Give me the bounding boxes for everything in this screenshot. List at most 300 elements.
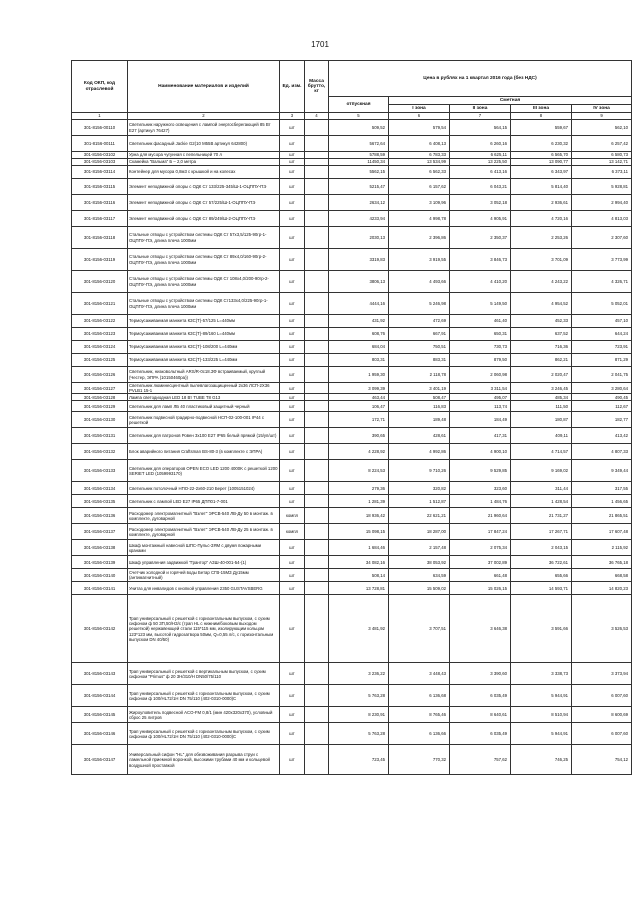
row-code: 301-8156-03127 [72,383,128,394]
table-row [72,685,632,707]
row-unit: шт [280,663,305,685]
row-unit: шт [280,745,305,775]
row-zone-4-price: 5 928,81 [572,179,632,195]
row-release-price: 5562,15 [329,166,389,179]
table-row [72,401,632,412]
row-release-price: 172,71 [329,412,389,428]
row-name: Термоусаживаемая манжета КЗС(Т)-57/125 L=440мм [128,315,280,328]
row-name: Светильник для патронов Ровен 3х100 Е27 IP65 белый прямой (15/уп/шт) [128,428,280,444]
row-zone-4-price: 317,55 [572,482,632,495]
col-index: 1 [72,113,128,120]
table-row [72,495,632,508]
row-unit: шт [280,315,305,328]
row-mass [305,685,329,707]
row-zone-4-price: 2 115,92 [572,540,632,556]
table-row [72,159,632,166]
row-zone-3-price: 3 701,09 [511,249,572,271]
row-zone-3-price: 746,25 [511,745,572,775]
row-zone-2-price: 730,73 [450,341,511,354]
row-code: 301-8156-03144 [72,685,128,707]
row-release-price: 4233,94 [329,211,389,227]
row-unit: шт [280,460,305,482]
row-zone-4-price: 6 007,60 [572,685,632,707]
row-release-price: 3 099,39 [329,383,389,394]
row-release-price: 431,92 [329,315,389,328]
row-unit: шт [280,707,305,723]
row-zone-2-price: 1 484,76 [450,495,511,508]
row-zone-2-price: 3 390,60 [450,663,511,685]
row-unit: шт [280,179,305,195]
table-row [72,582,632,595]
row-zone-2-price: 15 026,15 [450,582,511,595]
col-index: 3 [280,113,305,120]
row-zone-1-price: 6 783,33 [389,152,450,159]
table-row [72,315,632,328]
row-zone-3-price: 485,34 [511,394,572,401]
row-release-price: 1 959,30 [329,367,389,383]
row-mass [305,540,329,556]
row-zone-1-price: 750,51 [389,341,450,354]
row-mass [305,120,329,136]
row-unit: шт [280,383,305,394]
row-unit: шт [280,367,305,383]
row-zone-1-price: 320,82 [389,482,450,495]
row-zone-3-price: 655,66 [511,569,572,582]
table-row [72,367,632,383]
row-zone-2-price: 2 350,37 [450,227,511,249]
row-zone-4-price: 2 307,60 [572,227,632,249]
row-mass [305,354,329,367]
row-name: Трап универсальный с решеткой с горизонтальным выпуском, с сухим сифоном ф 50 ЗП,50/НЗ/с (трап HL с нижним/боковым выходом решеткой) нержавеющей стали 115*115 мм, изолирующим кольцом 123*123 мм, высотой гидрозатвора 50мм, Q=0,55 л/с, с горизонтальным выпуском DN 40/50) [128,595,280,663]
table-row [72,707,632,723]
row-code: 301-8156-03125 [72,354,128,367]
row-zone-3-price: 3 246,45 [511,383,572,394]
row-release-price: 5 763,28 [329,685,389,707]
row-unit: шт [280,293,305,315]
row-unit: шт [280,723,305,745]
row-release-price: 608,76 [329,328,389,341]
row-name: Светильник потолочный НПО-22-2х60-210 Берет (1005151024) [128,482,280,495]
row-zone-2-price: 37 002,89 [450,556,511,569]
row-release-price: 723,45 [329,745,389,775]
row-zone-1-price: 3 401,19 [389,383,450,394]
row-unit: шт [280,394,305,401]
row-zone-1-price: 38 053,92 [389,556,450,569]
row-zone-3-price: 36 722,61 [511,556,572,569]
row-release-price: 3806,13 [329,271,389,293]
row-zone-4-price: 723,91 [572,341,632,354]
row-code: 301-8156-03119 [72,249,128,271]
row-zone-2-price: 6 043,21 [450,179,511,195]
table-body [72,120,632,775]
row-name: Шкаф управления задвижкой "Грантор" АЗШ-40-001-54-(1) [128,556,280,569]
table-row [72,271,632,293]
row-zone-2-price: 564,15 [450,120,511,136]
row-name: Счетчик холодной и горячей воды Бетар СГВ-15МЗ Ду15мм (антимагнитный) [128,569,280,582]
table-row [72,524,632,540]
row-mass [305,159,329,166]
row-zone-2-price: 6 260,16 [450,136,511,152]
row-mass [305,367,329,383]
row-zone-3-price: 862,21 [511,354,572,367]
row-unit: шт [280,354,305,367]
row-zone-3-price: 2 936,61 [511,195,572,211]
row-zone-2-price: 495,07 [450,394,511,401]
row-unit: шт [280,595,305,663]
row-zone-4-price: 2 994,40 [572,195,632,211]
row-zone-4-price: 3 373,94 [572,663,632,685]
row-zone-2-price: 461,40 [450,315,511,328]
row-zone-1-price: 189,48 [389,412,450,428]
row-zone-4-price: 490,45 [572,394,632,401]
row-zone-1-price: 667,91 [389,328,450,341]
row-zone-2-price: 3 646,38 [450,595,511,663]
row-zone-4-price: 182,77 [572,412,632,428]
row-code: 301-8156-03133 [72,460,128,482]
row-zone-1-price: 883,31 [389,354,450,367]
row-mass [305,195,329,211]
row-name: Элемент неподвижной опоры с ОДК Ст 133/225-345/Ш-1-ОЦППУ-ПЭ [128,179,280,195]
row-zone-3-price: 3 591,66 [511,595,572,663]
table-row [72,341,632,354]
row-zone-2-price: 21 960,64 [450,508,511,524]
row-unit: шт [280,120,305,136]
row-zone-1-price: 770,32 [389,745,450,775]
table-row [72,444,632,460]
row-zone-3-price: 4 243,22 [511,271,572,293]
row-zone-3-price: 6 230,32 [511,136,572,152]
table-row [72,195,632,211]
row-mass [305,136,329,152]
row-unit: шт [280,195,305,211]
row-mass [305,315,329,328]
table-row [72,383,632,394]
row-release-price: 5672,64 [329,136,389,152]
table-row [72,179,632,195]
row-mass [305,444,329,460]
row-release-price: 106,47 [329,401,389,412]
row-zone-2-price: 879,50 [450,354,511,367]
row-zone-1-price: 8 765,46 [389,707,450,723]
row-unit: шт [280,569,305,582]
table-row [72,120,632,136]
row-zone-3-price: 716,36 [511,341,572,354]
row-code: 301-8156-03137 [72,524,128,540]
row-zone-4-price: 6 007,60 [572,723,632,745]
row-zone-3-price: 17 267,71 [511,524,572,540]
row-code: 301-8156-03124 [72,341,128,354]
row-zone-1-price: 9 710,26 [389,460,450,482]
row-code: 301-8156-03114 [72,166,128,179]
row-zone-1-price: 6 562,33 [389,166,450,179]
row-zone-1-price: 6 157,62 [389,179,450,195]
row-unit: шт [280,412,305,428]
row-code: 301-8156-03136 [72,508,128,524]
row-unit: шт [280,582,305,595]
row-zone-4-price: 13 142,71 [572,159,632,166]
row-name: Трап универсальный с решеткой с горизонтальным выпуском, с сухим сифоном ф 100/HL72/1Н DN 75/110 (402-0310-0000)С [128,723,280,745]
table-row [72,394,632,401]
header-zone-4: IV зона [572,105,632,113]
header-code: Код ОКП, код отраслевой [72,61,128,113]
row-zone-2-price: 3 052,18 [450,195,511,211]
row-mass [305,595,329,663]
row-release-price: 4444,16 [329,293,389,315]
table-row [72,595,632,663]
row-zone-2-price: 2 075,34 [450,540,511,556]
row-mass [305,745,329,775]
row-zone-4-price: 668,58 [572,569,632,582]
row-code: 301-8156-03131 [72,428,128,444]
row-release-price: 18 936,42 [329,508,389,524]
row-zone-1-price: 4 992,86 [389,444,450,460]
table-row [72,508,632,524]
row-zone-1-price: 3 919,55 [389,249,450,271]
row-zone-2-price: 9 529,85 [450,460,511,482]
row-name: Стальные отводы с устройством системы ОДК Ст 57х3,5/125-90гр-1-ОЦППУ-ПЭ, длина плеча 1000мм [128,227,280,249]
row-unit: шт [280,227,305,249]
row-zone-4-price: 9 349,44 [572,460,632,482]
row-mass [305,428,329,444]
row-mass [305,723,329,745]
row-name: Расходомер электромагнитный "Взлет" ЭРСВ-540 ЛВ-Ду 25 в монтаж. в комплекте, дуговарной [128,524,280,540]
row-code: 301-8156-03118 [72,227,128,249]
table-row [72,328,632,341]
row-zone-3-price: 6 343,97 [511,166,572,179]
row-mass [305,495,329,508]
table-row [72,569,632,582]
row-unit: шт [280,685,305,707]
row-code: 301-8156-03120 [72,271,128,293]
row-zone-4-price: 413,42 [572,428,632,444]
row-zone-2-price: 6 035,49 [450,685,511,707]
price-table [71,60,632,775]
row-zone-3-price: 21 731,27 [511,508,572,524]
row-zone-3-price: 409,11 [511,428,572,444]
row-zone-2-price: 5 149,50 [450,293,511,315]
row-mass [305,569,329,582]
row-zone-1-price: 3 109,96 [389,195,450,211]
row-mass [305,707,329,723]
row-zone-4-price: 457,10 [572,315,632,328]
row-unit: шт [280,428,305,444]
table-row [72,412,632,428]
header-mass: Масса брутто, кг [305,61,329,113]
row-unit: шт [280,482,305,495]
row-zone-4-price: 4 326,71 [572,271,632,293]
row-code: 301-8156-03102 [72,152,128,159]
row-mass [305,460,329,482]
row-zone-3-price: 9 169,02 [511,460,572,482]
row-zone-4-price: 871,29 [572,354,632,367]
row-zone-1-price: 18 287,00 [389,524,450,540]
header-price-title: Цена в рублях на 1 квартал 2016 года (без НДС) [329,61,632,97]
table-row [72,723,632,745]
row-code: 301-8156-03142 [72,595,128,663]
row-zone-4-price: 2 041,75 [572,367,632,383]
row-name: Унитаз для инвалидов с кнопкой управления 2350 GUSTAVSBERG [128,582,280,595]
header-zone-1: I зона [389,105,450,113]
row-name: Стальные отводы с устройством системы ОДК Ст133х4,0/225-90гр-1-ОЦППУ-ПЭ, длина плеча 1000мм [128,293,280,315]
row-code: 301-8156-03138 [72,540,128,556]
row-zone-3-price: 1 428,54 [511,495,572,508]
col-index: 8 [511,113,572,120]
row-zone-1-price: 13 534,99 [389,159,450,166]
row-zone-2-price: 323,60 [450,482,511,495]
row-mass [305,328,329,341]
row-release-price: 279,36 [329,482,389,495]
row-name: Светильник, низковольтный ARS/R-0с18.ЗФ встраиваемый, круглый (Честер, ЭПРА (10150460ра)) [128,367,280,383]
row-zone-2-price: 113,74 [450,401,511,412]
row-name: Светильник подвесной градирно-подвесной НСП-02-100-001 IP44 с решеткой [128,412,280,428]
table-row [72,482,632,495]
row-zone-3-price: 6 565,70 [511,152,572,159]
row-release-price: 3319,83 [329,249,389,271]
row-mass [305,556,329,569]
table-row [72,136,632,152]
column-index-row [72,113,632,120]
row-zone-4-price: 17 607,48 [572,524,632,540]
row-zone-3-price: 637,52 [511,328,572,341]
row-mass [305,271,329,293]
row-unit: шт [280,341,305,354]
row-name: Термоусаживаемая манжета КЗС(Т)-89/160 L=440мм [128,328,280,341]
row-zone-3-price: 2 043,15 [511,540,572,556]
row-zone-4-price: 562,10 [572,120,632,136]
row-zone-2-price: 2 060,98 [450,367,511,383]
row-zone-3-price: 4 714,57 [511,444,572,460]
row-unit: шт [280,159,305,166]
row-unit: шт [280,444,305,460]
col-index: 2 [128,113,280,120]
table-row [72,354,632,367]
row-zone-4-price: 644,24 [572,328,632,341]
row-zone-2-price: 650,31 [450,328,511,341]
row-zone-2-price: 3 846,73 [450,249,511,271]
header-zone-2: II зона [450,105,511,113]
row-unit: шт [280,249,305,271]
row-code: 301-8156-00110 [72,120,128,136]
row-zone-2-price: 17 847,24 [450,524,511,540]
table-row [72,227,632,249]
row-name: Жироуловитель подвесной ACO-FM 0,8/1 (мин 420х320х370), условный сброс 25 литров [128,707,280,723]
row-zone-1-price: 2 396,86 [389,227,450,249]
row-release-price: 4 228,92 [329,444,389,460]
row-zone-2-price: 3 311,54 [450,383,511,394]
row-zone-3-price: 2 020,47 [511,367,572,383]
row-zone-3-price: 559,67 [511,120,572,136]
row-zone-1-price: 1 512,87 [389,495,450,508]
row-zone-1-price: 15 509,02 [389,582,450,595]
row-zone-1-price: 4 998,78 [389,211,450,227]
row-zone-1-price: 4 493,66 [389,271,450,293]
row-zone-3-price: 13 090,77 [511,159,572,166]
table-row [72,556,632,569]
row-release-price: 508,14 [329,569,389,582]
row-zone-1-price: 6 408,13 [389,136,450,152]
row-code: 301-8156-03126 [72,367,128,383]
row-code: 301-8156-03146 [72,723,128,745]
row-mass [305,524,329,540]
row-unit: шт [280,401,305,412]
row-name: Блок аварийного питания Craftsman BS-80-3 (в комплекте с ЭПРА) [128,444,280,460]
row-name: Светильник люминесцентный пылевлагозащищенный 2х36 ЛСП-2Х36 PVLВ1 15-1 [128,383,280,394]
row-zone-2-price: 417,31 [450,428,511,444]
row-zone-2-price: 6 413,16 [450,166,511,179]
row-release-price: 5215,47 [329,179,389,195]
row-unit: шт [280,328,305,341]
row-name: Светильник наружного освещения с лампой энергосберегающей 85 Вт Е27 (артикул 76427) [128,120,280,136]
table-row [72,211,632,227]
row-zone-3-price: 3 338,73 [511,663,572,685]
row-zone-2-price: 13 225,50 [450,159,511,166]
header-zone-3: III зона [511,105,572,113]
row-code: 301-8156-03115 [72,179,128,195]
row-name: Элемент неподвижной опоры с ОДК Ст 57/225/Ш-1-ОЦППУ-ПЭ [128,195,280,211]
col-index: 5 [329,113,389,120]
row-release-price: 8 230,91 [329,707,389,723]
row-mass [305,211,329,227]
row-code: 301-8156-03139 [72,556,128,569]
row-code: 301-8156-03135 [72,495,128,508]
row-zone-4-price: 6 373,11 [572,166,632,179]
row-zone-1-price: 579,54 [389,120,450,136]
row-name: Трап универсальный с решеткой с вертикальным выпуском, с сухим сифоном "Primus" ф 20 3Н/310/Н DN50/75/110 [128,663,280,685]
row-name: Светильник с лампой LED Е27 IP65 ДПП01-7-001 [128,495,280,508]
row-zone-3-price: 111,50 [511,401,572,412]
row-zone-4-price: 4 807,33 [572,444,632,460]
row-zone-4-price: 3 526,53 [572,595,632,663]
row-name: Стальные отводы с устройством системы ОДК Ст 108х4,0/200-90гр-2-ОЦППУ-ПЭ, длина плеча 1000мм [128,271,280,293]
row-zone-4-price: 4 813,03 [572,211,632,227]
row-zone-3-price: 311,44 [511,482,572,495]
table-row [72,460,632,482]
row-code: 301-8156-03122 [72,315,128,328]
row-release-price: 3 236,22 [329,663,389,685]
row-release-price: 15 098,15 [329,524,389,540]
row-name: Универсальный сифон "HL" для обезвоживания разрыва струи с ламельной приемной воронкой, высокими трубами 40 мм и кольцевой воздушной проставкой [128,745,280,775]
row-code: 301-8156-03134 [72,482,128,495]
row-mass [305,249,329,271]
row-mass [305,341,329,354]
row-mass [305,152,329,159]
row-name: Урна для мусора чугунная с пепельницей 70 л [128,152,280,159]
row-zone-2-price: 6 625,11 [450,152,511,159]
row-name: Лампа светодиодная LED 18 Вт TUBE T8 G13 [128,394,280,401]
row-unit: шт [280,556,305,569]
row-code: 301-8156-03132 [72,444,128,460]
row-unit: шт [280,166,305,179]
row-name: Светильник для операторов OPEN ECO LED 1200 4000K с решеткой 1200 SЕRIET LED (1059993170) [128,460,280,482]
row-zone-3-price: 5 944,91 [511,723,572,745]
row-code: 301-8156-03130 [72,412,128,428]
row-zone-1-price: 472,69 [389,315,450,328]
row-name: Термоусаживаемая манжета КЗС(Т)-108/200 L=440мм [128,341,280,354]
table-row [72,745,632,775]
row-zone-1-price: 428,61 [389,428,450,444]
row-code: 301-8156-03145 [72,707,128,723]
row-release-price: 34 082,16 [329,556,389,569]
row-zone-4-price: 3 280,64 [572,383,632,394]
row-release-price: 803,31 [329,354,389,367]
row-release-price: 2634,12 [329,195,389,211]
row-zone-2-price: 4 900,10 [450,444,511,460]
row-code: 301-8156-03123 [72,328,128,341]
row-release-price: 3 481,92 [329,595,389,663]
row-zone-4-price: 3 773,99 [572,249,632,271]
table-row [72,293,632,315]
row-zone-1-price: 6 136,66 [389,723,450,745]
